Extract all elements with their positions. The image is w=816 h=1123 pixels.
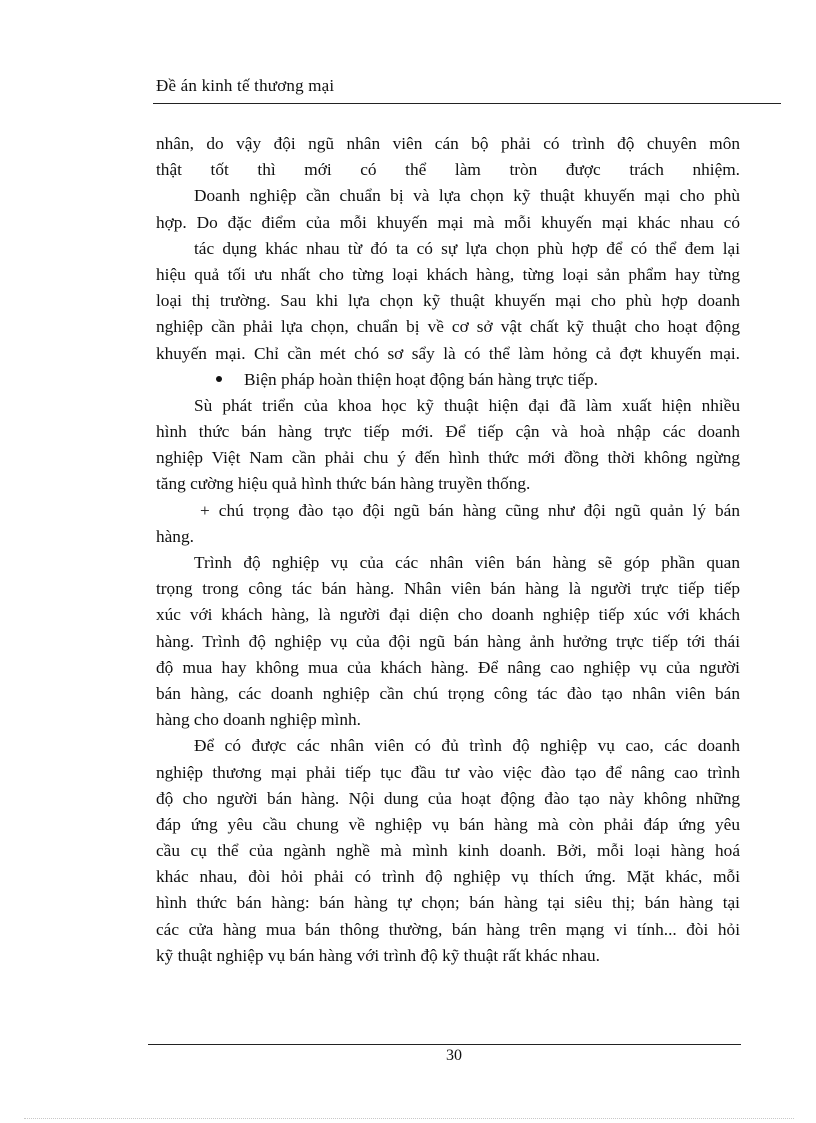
bullet-icon xyxy=(216,376,222,382)
text-line: kỹ thuật nghiệp vụ bán hàng với trình độ kỹ thuật rất khác nhau. xyxy=(156,945,600,965)
text-line: Sù phát triển của khoa học kỹ thuật hiện đại đã làm xuất hiện nhiều xyxy=(194,395,740,415)
text-line: độ mua hay không mua của khách hàng. Để nâng cao nghiệp vụ của người xyxy=(156,657,740,677)
body-text xyxy=(156,131,740,969)
text-line: hàng. Trình độ nghiệp vụ của đội ngũ bán hàng ảnh hưởng trực tiếp tới thái xyxy=(156,631,740,651)
bullet-item xyxy=(156,367,740,393)
text-line: hình thức bán hàng trực tiếp mới. Để tiếp cận và hoà nhập các doanh xyxy=(156,422,740,442)
text-line: thật tốt thì mới có thể làm tròn được trách nhiệm. xyxy=(156,160,740,180)
text-line: nghiệp thương mại phải tiếp tục đầu tư vào việc đào tạo để nâng cao trình xyxy=(156,762,740,782)
text-line: khác nhau, đòi hỏi phải có trình độ nghiệp vụ thích ứng. Mặt khác, mỗi xyxy=(156,867,740,887)
text-line: các cửa hàng mua bán thông thường, bán hàng trên mạng vi tính... đòi hỏi xyxy=(156,919,740,939)
text-line: xúc với khách hàng, là người đại diện cho doanh nghiệp tiếp xúc với khách xyxy=(156,605,740,625)
header-divider xyxy=(153,103,781,104)
text-line: + chú trọng đào tạo đội ngũ bán hàng cũng như đội ngũ quản lý bán xyxy=(200,500,740,520)
page-number: 30 xyxy=(446,1047,462,1064)
text-line: đáp ứng yêu cầu chung về nghiệp vụ bán hàng mà còn phải đáp ứng yêu xyxy=(156,814,740,834)
text-line: Trình độ nghiệp vụ của các nhân viên bán hàng sẽ góp phần quan xyxy=(194,553,740,572)
text-line: loại thị trường. Sau khi lựa chọn kỹ thuật khuyến mại cho phù hợp doanh xyxy=(156,291,740,311)
text-line: nghiệp Việt Nam cần phải chu ý đến hình thức mới đồng thời không ngừng xyxy=(156,448,740,468)
bullet-text: Biện pháp hoàn thiện hoạt động bán hàng trực tiếp. xyxy=(244,369,598,389)
footer-divider xyxy=(148,1044,741,1045)
text-line: hàng. xyxy=(156,526,194,546)
text-line: tăng cường hiệu quả hình thức bán hàng truyền thống. xyxy=(156,474,531,494)
text-line: Để có được các nhân viên có đủ trình độ nghiệp vụ cao, các doanh xyxy=(194,736,740,756)
text-line: Doanh nghiệp cần chuẩn bị và lựa chọn kỹ thuật khuyến mại cho phù xyxy=(194,186,740,206)
text-line: độ cho người bán hàng. Nội dung của hoạt động đào tạo này không những xyxy=(156,788,740,808)
text-line: hiệu quả tối ưu nhất cho từng loại khách hàng, từng loại sản phẩm hay từng xyxy=(156,264,740,284)
text-line: nhân, do vậy đội ngũ nhân viên cán bộ phải có trình độ chuyên môn xyxy=(156,134,740,153)
text-line: tác dụng khác nhau từ đó ta có sự lựa chọn phù hợp để có thể đem lại xyxy=(194,238,740,258)
text-line: bán hàng, các doanh nghiệp cần chú trọng công tác đào tạo nhân viên bán xyxy=(156,683,740,703)
text-line: trọng trong công tác bán hàng. Nhân viên bán hàng là người trực tiếp tiếp xyxy=(156,579,740,599)
text-line: hình thức bán hàng: bán hàng tự chọn; bán hàng tại siêu thị; bán hàng tại xyxy=(156,893,740,913)
header-title: Đề án kinh tế thương mại xyxy=(156,76,335,95)
text-line: cầu cụ thể của ngành nghề mà mình kinh doanh. Bởi, mỗi loại hàng hoá xyxy=(156,841,740,861)
text-line: khuyến mại. Chỉ cần mét chó sơ sẩy là có thể làm hỏng cả đợt khuyến mại. xyxy=(156,343,740,363)
text-line: hợp. Do đặc điểm của mỗi khuyến mại mà mỗi khuyến mại khác nhau có xyxy=(156,212,740,232)
text-line: nghiệp cần phải lựa chọn, chuẩn bị về cơ sở vật chất kỹ thuật cho hoạt động xyxy=(156,317,740,337)
page-bottom-border xyxy=(24,1118,794,1119)
text-line: hàng cho doanh nghiệp mình. xyxy=(156,710,361,730)
